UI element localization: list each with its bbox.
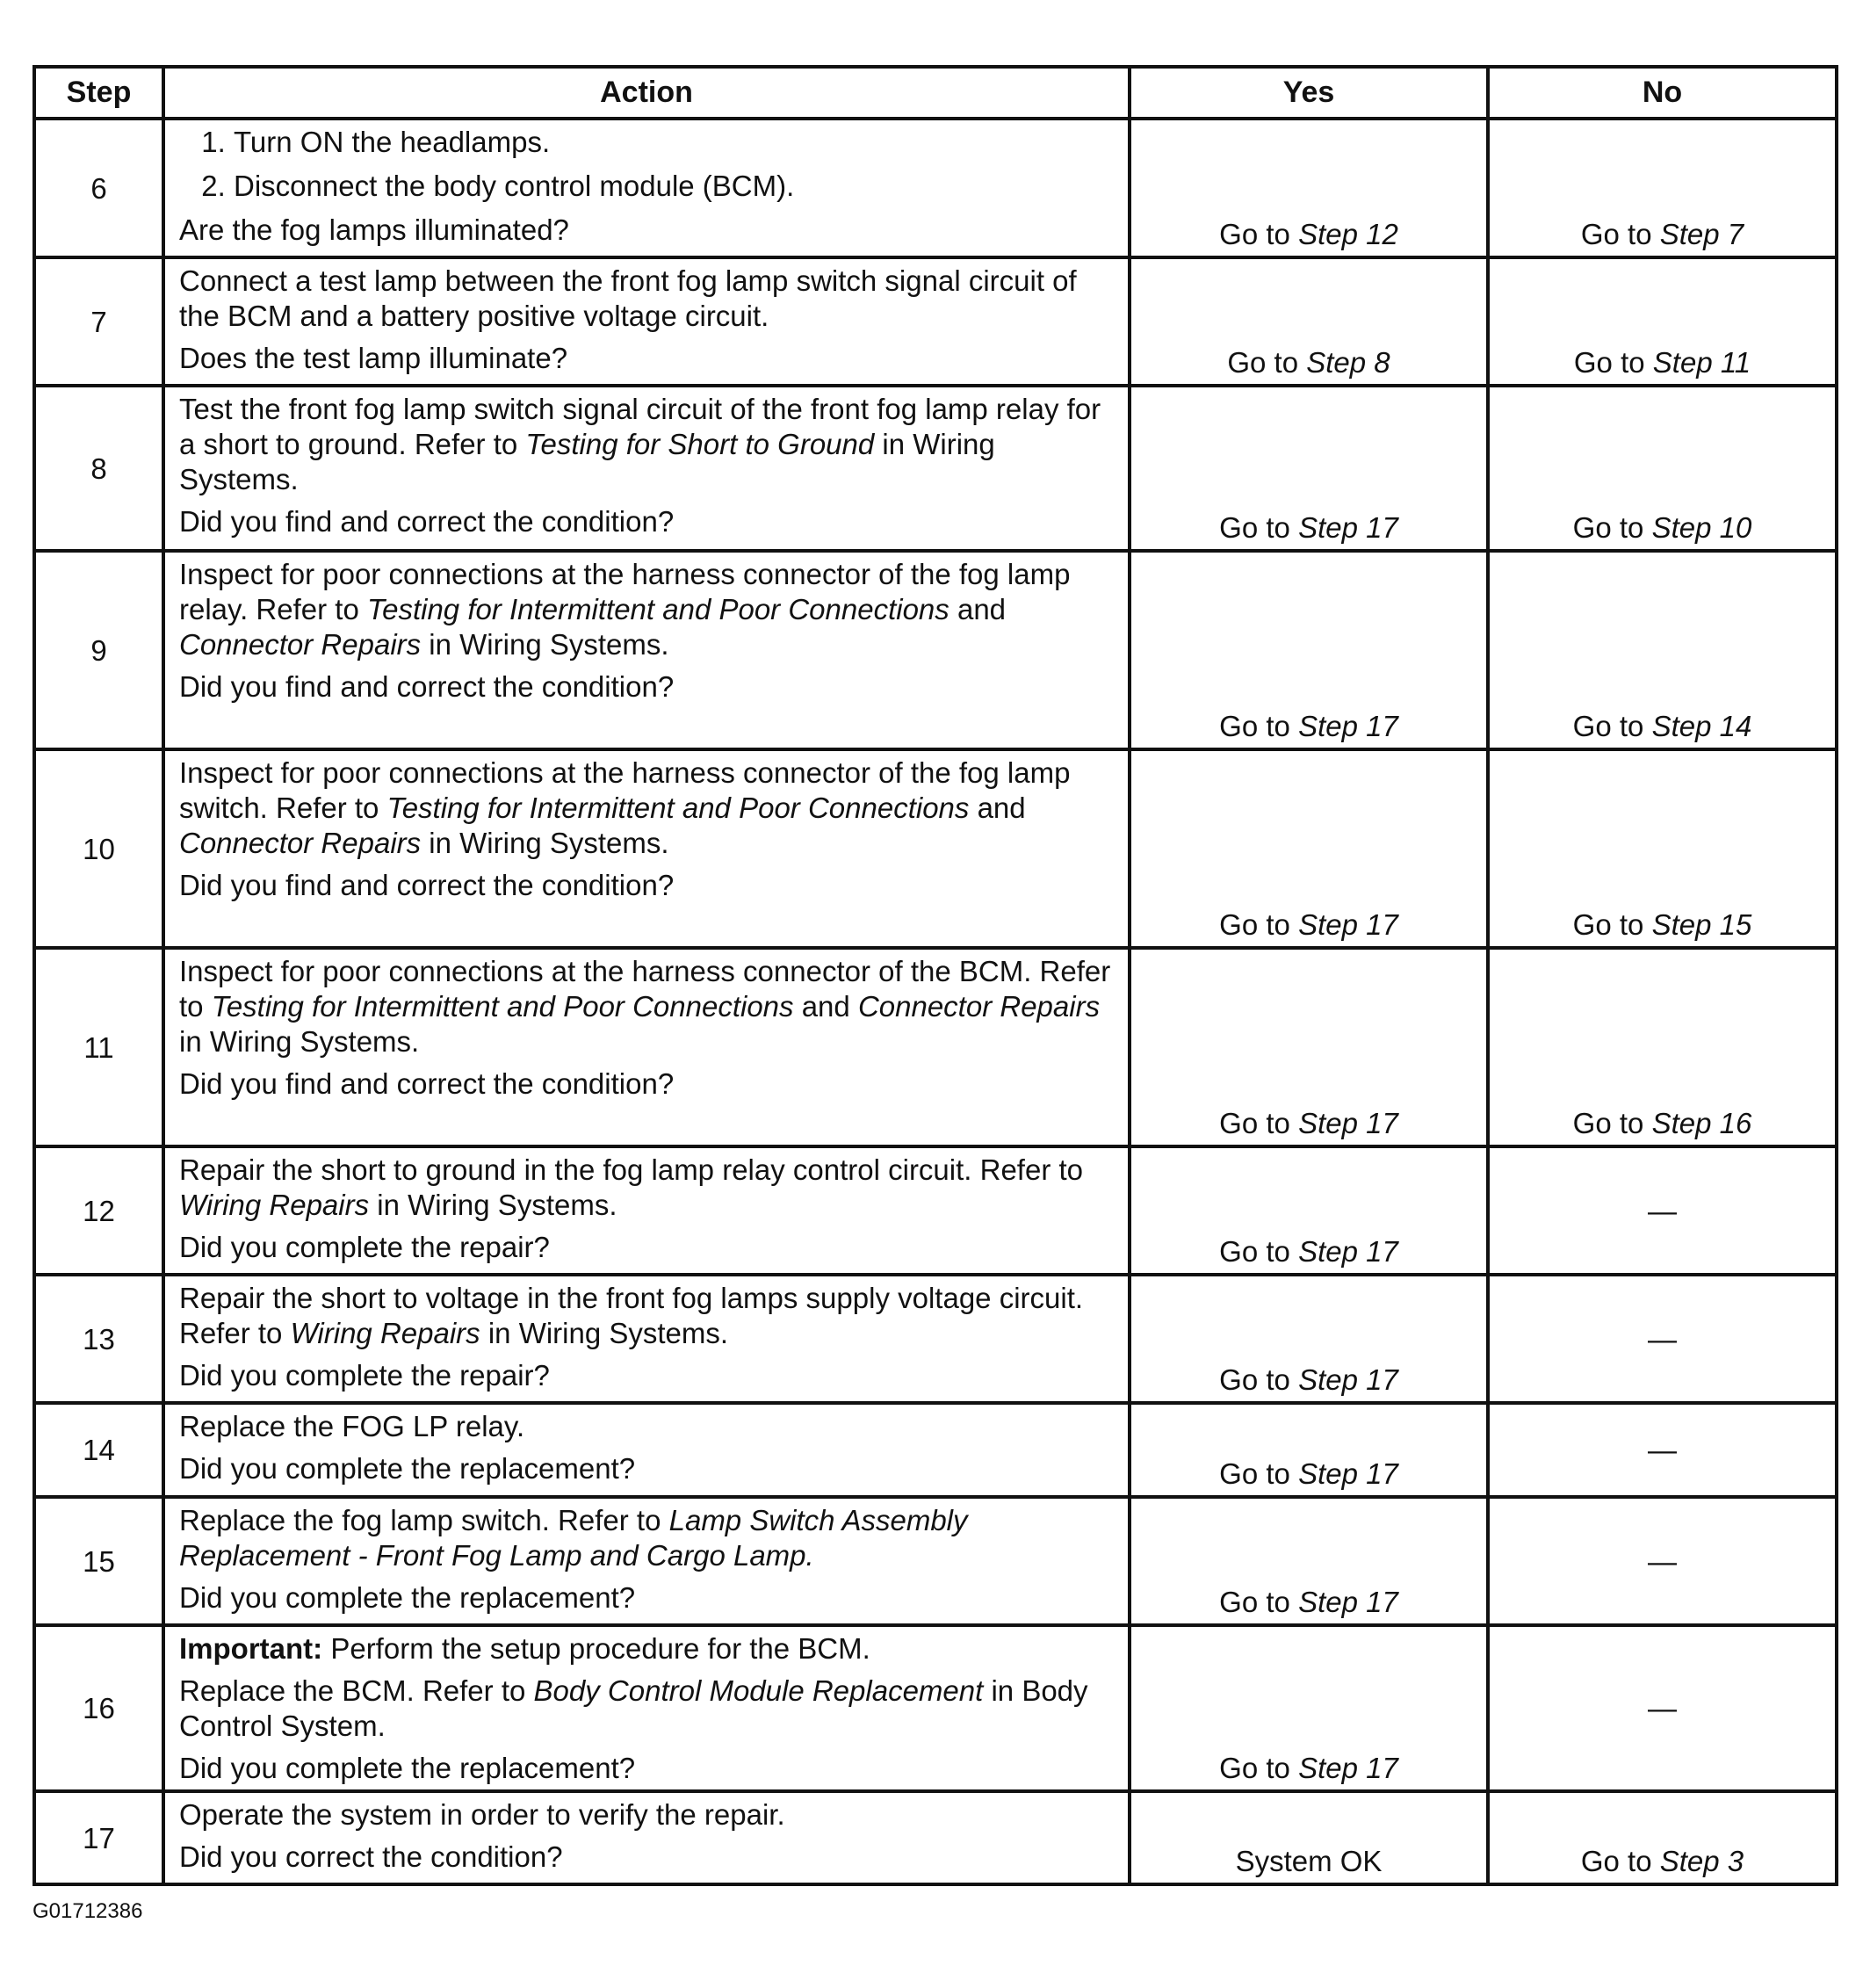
no-cell: — xyxy=(1488,1403,1837,1497)
action-text-part: Repair the short to voltage in the front fog lamps supply voltage circuit. Refer to xyxy=(179,1282,1084,1349)
no-cell: — xyxy=(1488,1497,1837,1625)
header-row xyxy=(34,67,1837,119)
action-reference: Wiring Repairs xyxy=(290,1317,480,1349)
action-text-part: Replace the BCM. Refer to xyxy=(179,1674,534,1707)
step-number: 15 xyxy=(34,1497,163,1625)
action-cell xyxy=(163,1275,1130,1403)
action-question: Did you find and correct the condition? xyxy=(179,1067,675,1100)
yes-step-link: Step 17 xyxy=(1298,710,1398,742)
yes-step-link: Step 12 xyxy=(1298,218,1398,250)
yes-cell xyxy=(1130,551,1488,749)
action-text-part: Repair the short to ground in the fog lamp relay control circuit. Refer to xyxy=(179,1153,1084,1186)
yes-cell xyxy=(1130,1146,1488,1275)
no-cell: — xyxy=(1488,1146,1837,1275)
action-reference: Lamp Switch Assembly Replacement - Front Fog Lamp and Cargo Lamp. xyxy=(179,1504,968,1572)
table-row xyxy=(34,1146,1837,1275)
no-cell xyxy=(1488,551,1837,749)
action-cell xyxy=(163,948,1130,1146)
action-header: Action xyxy=(163,67,1130,119)
action-cell xyxy=(163,551,1130,749)
action-text-part: Replace the fog lamp switch. Refer to xyxy=(179,1504,669,1536)
action-reference: Testing for Intermittent and Poor Connections xyxy=(386,792,970,824)
action-reference: Wiring Repairs xyxy=(179,1189,370,1221)
yes-cell xyxy=(1130,749,1488,948)
no-step-link: Step 16 xyxy=(1651,1107,1752,1139)
action-text-part: in Wiring Systems. xyxy=(421,827,669,859)
yes-step-link: Step 17 xyxy=(1298,1586,1398,1618)
action-text-part: Inspect for poor connections at the harness connector of the fog lamp switch. Refer to xyxy=(179,756,1071,824)
no-step-link: Step 3 xyxy=(1659,1845,1744,1877)
action-question: Did you complete the replacement? xyxy=(179,1452,636,1485)
action-text xyxy=(179,557,1114,662)
action-list-item: 1. Turn ON the headlamps. xyxy=(234,125,1114,160)
action-cell xyxy=(163,1403,1130,1497)
no-step-link: Step 11 xyxy=(1652,346,1751,379)
yes-cell xyxy=(1130,948,1488,1146)
step-number: 10 xyxy=(34,749,163,948)
action-reference: Connector Repairs xyxy=(857,990,1101,1023)
no-cell: — xyxy=(1488,1275,1837,1403)
yes-prefix: Go to xyxy=(1227,346,1307,379)
no-step-link: Step 14 xyxy=(1651,710,1752,742)
figure-id: G01712386 xyxy=(32,1899,143,1923)
no-cell xyxy=(1488,257,1837,386)
action-question: Did you find and correct the condition? xyxy=(179,670,675,703)
step-number: 11 xyxy=(34,948,163,1146)
yes-step-link: Step 17 xyxy=(1298,1363,1398,1396)
action-text: Connect a test lamp between the front fog lamp switch signal circuit of the BCM and a battery positive voltage circuit. xyxy=(179,264,1077,332)
no-cell xyxy=(1488,948,1837,1146)
no-cell xyxy=(1488,119,1837,257)
action-question: Did you complete the repair? xyxy=(179,1231,550,1263)
action-text-part: in Wiring Systems. xyxy=(421,628,669,661)
action-text xyxy=(179,1503,1114,1573)
action-reference: Testing for Short to Ground xyxy=(525,428,875,460)
yes-prefix: Go to xyxy=(1219,1363,1299,1396)
action-cell xyxy=(163,1791,1130,1884)
action-reference: Testing for Intermittent and Poor Connections xyxy=(211,990,794,1023)
action-question: Did you complete the repair? xyxy=(179,1359,550,1392)
yes-step-link: Step 17 xyxy=(1298,1235,1398,1268)
yes-prefix: Go to xyxy=(1219,1752,1299,1784)
diagnostic-table xyxy=(32,65,1838,1886)
no-header: No xyxy=(1488,67,1837,119)
action-question: Did you find and correct the condition? xyxy=(179,869,675,901)
action-question: Does the test lamp illuminate? xyxy=(179,342,568,374)
yes-prefix: Go to xyxy=(1219,1107,1299,1139)
table-row xyxy=(34,386,1837,551)
important-text: Perform the setup procedure for the BCM. xyxy=(322,1632,870,1665)
table-row xyxy=(34,551,1837,749)
action-text-part: Inspect for poor connections at the harness connector of the fog lamp relay. Refer to xyxy=(179,558,1071,625)
action-text: Replace the FOG LP relay. xyxy=(179,1410,525,1442)
yes-prefix: Go to xyxy=(1219,710,1299,742)
action-text xyxy=(179,1281,1114,1351)
yes-prefix: Go to xyxy=(1219,908,1299,941)
yes-cell xyxy=(1130,1497,1488,1625)
action-cell xyxy=(163,749,1130,948)
yes-prefix: Go to xyxy=(1219,1235,1299,1268)
action-text xyxy=(179,1674,1114,1744)
yes-step-link: Step 17 xyxy=(1298,511,1398,544)
step-number: 16 xyxy=(34,1625,163,1791)
action-text-part: and xyxy=(949,593,1007,625)
action-text-part: in Wiring Systems. xyxy=(179,428,995,495)
action-text-part: in Wiring Systems. xyxy=(179,1025,420,1058)
important-note xyxy=(179,1631,1114,1666)
no-prefix: Go to xyxy=(1572,710,1652,742)
action-text-part: and xyxy=(793,990,858,1023)
yes-prefix: Go to xyxy=(1219,511,1299,544)
yes-header: Yes xyxy=(1130,67,1488,119)
step-number: 12 xyxy=(34,1146,163,1275)
yes-prefix: Go to xyxy=(1219,218,1299,250)
table-row xyxy=(34,1497,1837,1625)
yes-cell xyxy=(1130,1403,1488,1497)
yes-cell xyxy=(1130,1625,1488,1791)
yes-cell xyxy=(1130,1275,1488,1403)
action-text: Operate the system in order to verify the repair. xyxy=(179,1798,785,1831)
yes-step-link: Step 17 xyxy=(1298,908,1398,941)
no-prefix: Go to xyxy=(1572,511,1652,544)
action-cell xyxy=(163,119,1130,257)
action-text xyxy=(179,755,1114,861)
yes-step-link: Step 17 xyxy=(1298,1457,1398,1490)
yes-cell xyxy=(1130,119,1488,257)
no-prefix: Go to xyxy=(1572,908,1652,941)
no-prefix: Go to xyxy=(1580,218,1660,250)
no-step-link: Step 7 xyxy=(1659,218,1744,250)
table-row xyxy=(34,948,1837,1146)
action-text-part: Test the front fog lamp switch signal circuit of the front fog lamp relay for a short to ground. Refer to xyxy=(179,393,1101,460)
action-cell xyxy=(163,1146,1130,1275)
no-cell: — xyxy=(1488,1625,1837,1791)
no-prefix: Go to xyxy=(1580,1845,1660,1877)
step-number: 9 xyxy=(34,551,163,749)
yes-prefix: Go to xyxy=(1219,1457,1299,1490)
yes-cell xyxy=(1130,257,1488,386)
action-cell xyxy=(163,257,1130,386)
no-cell xyxy=(1488,1791,1837,1884)
action-text-part: Inspect for poor connections at the harness connector of the BCM. Refer to xyxy=(179,955,1111,1023)
yes-step-link: Step 17 xyxy=(1298,1752,1398,1784)
action-question: Are the fog lamps illuminated? xyxy=(179,213,569,246)
action-cell xyxy=(163,1497,1130,1625)
action-reference: Testing for Intermittent and Poor Connections xyxy=(366,593,949,625)
action-text-part: in Wiring Systems. xyxy=(369,1189,617,1221)
table-row xyxy=(34,1625,1837,1791)
step-number: 14 xyxy=(34,1403,163,1497)
action-reference: Connector Repairs xyxy=(179,827,422,859)
action-text xyxy=(179,1153,1114,1223)
action-text-part: and xyxy=(969,792,1026,824)
table-row xyxy=(34,749,1837,948)
step-number: 7 xyxy=(34,257,163,386)
no-cell xyxy=(1488,386,1837,551)
action-text-part: in Body Control System. xyxy=(179,1674,1088,1742)
action-reference: Connector Repairs xyxy=(179,628,422,661)
action-question: Did you find and correct the condition? xyxy=(179,505,675,538)
table-row xyxy=(34,1275,1837,1403)
step-number: 13 xyxy=(34,1275,163,1403)
yes-step-link: Step 8 xyxy=(1306,346,1390,379)
action-text xyxy=(179,954,1114,1059)
no-step-link: Step 10 xyxy=(1651,511,1752,544)
action-question: Did you complete the replacement? xyxy=(179,1752,636,1784)
table-row xyxy=(34,257,1837,386)
action-reference: Body Control Module Replacement xyxy=(533,1674,984,1707)
yes-step-link: Step 17 xyxy=(1298,1107,1398,1139)
yes-prefix: Go to xyxy=(1219,1586,1299,1618)
yes-cell: System OK xyxy=(1130,1791,1488,1884)
action-cell xyxy=(163,386,1130,551)
no-cell xyxy=(1488,749,1837,948)
step-header: Step xyxy=(34,67,163,119)
action-list-item: 2. Disconnect the body control module (BCM). xyxy=(234,169,1114,204)
yes-cell xyxy=(1130,386,1488,551)
action-cell xyxy=(163,1625,1130,1791)
action-question: Did you correct the condition? xyxy=(179,1840,563,1873)
step-number: 8 xyxy=(34,386,163,551)
table-row xyxy=(34,1791,1837,1884)
table-row xyxy=(34,1403,1837,1497)
step-number: 6 xyxy=(34,119,163,257)
action-text-part: in Wiring Systems. xyxy=(480,1317,729,1349)
table-row xyxy=(34,119,1837,257)
action-question: Did you complete the replacement? xyxy=(179,1581,636,1614)
no-prefix: Go to xyxy=(1573,346,1653,379)
action-text xyxy=(179,392,1114,497)
no-step-link: Step 15 xyxy=(1651,908,1752,941)
important-label: Important: xyxy=(179,1632,323,1665)
action-list xyxy=(179,125,1114,204)
step-number: 17 xyxy=(34,1791,163,1884)
no-prefix: Go to xyxy=(1572,1107,1652,1139)
